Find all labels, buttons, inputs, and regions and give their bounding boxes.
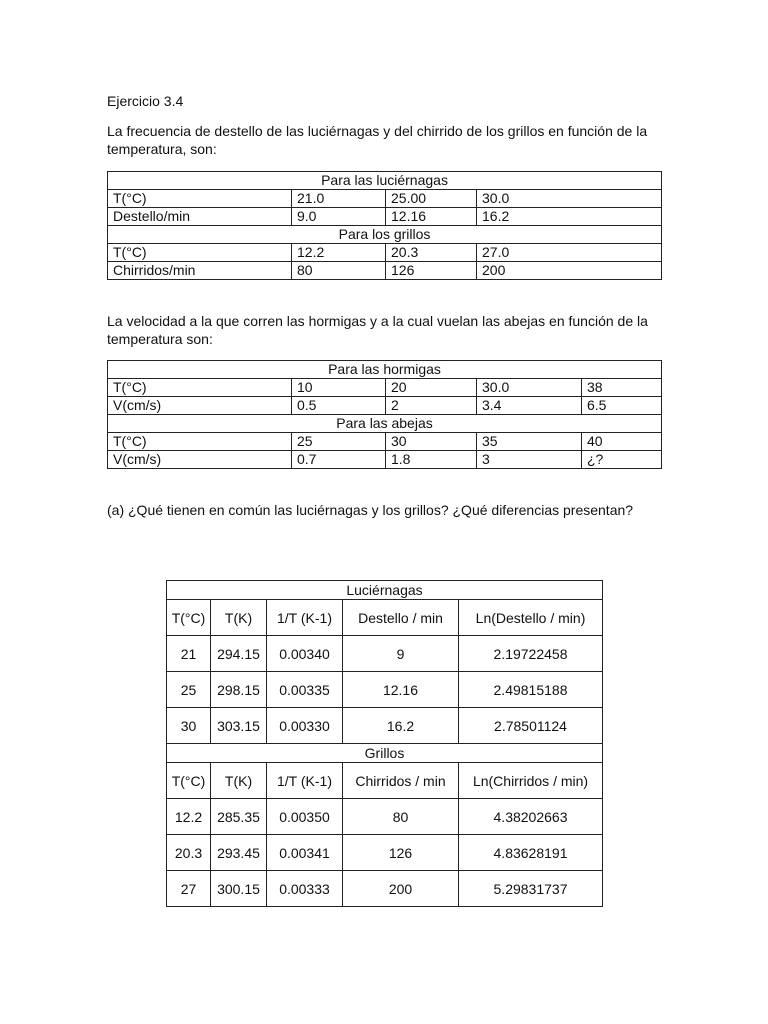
column-header: Ln(Chirridos / min) — [459, 763, 603, 799]
row-label: Chirridos/min — [108, 262, 292, 280]
cell: 0.5 — [292, 397, 386, 415]
cell: 2.19722458 — [459, 636, 603, 672]
table-row — [167, 799, 603, 835]
section-header: Para las abejas — [108, 415, 662, 433]
row-label: V(cm/s) — [108, 397, 292, 415]
cell: 9.0 — [292, 208, 386, 226]
column-header: T(°C) — [167, 763, 211, 799]
cell: 4.38202663 — [459, 799, 603, 835]
table-row — [108, 262, 662, 280]
cell: 4.83628191 — [459, 835, 603, 871]
cell: 0.00341 — [267, 835, 343, 871]
table-row — [108, 190, 662, 208]
ants-bees-table — [107, 360, 662, 469]
cell: 35 — [477, 433, 582, 451]
cell: 25 — [167, 672, 211, 708]
cell: 0.00340 — [267, 636, 343, 672]
cell: 200 — [477, 262, 662, 280]
cell: 0.00350 — [267, 799, 343, 835]
cell: 3 — [477, 451, 582, 469]
column-headers — [167, 763, 603, 799]
cell: 20 — [386, 379, 477, 397]
section-header: Para las hormigas — [108, 361, 662, 379]
column-header: Ln(Destello / min) — [459, 600, 603, 636]
cell: 30 — [167, 708, 211, 744]
cell: 10 — [292, 379, 386, 397]
cell: 30.0 — [477, 190, 662, 208]
row-label: T(°C) — [108, 433, 292, 451]
column-header: T(K) — [211, 763, 267, 799]
column-header: Destello / min — [343, 600, 459, 636]
table-row — [108, 244, 662, 262]
table-row — [167, 871, 603, 907]
cell: 2 — [386, 397, 477, 415]
second-paragraph: La velocidad a la que corren las hormigas y a la cual vuelan las abejas en función de la temperatura son: — [107, 313, 648, 347]
table-row — [167, 672, 603, 708]
row-label: Destello/min — [108, 208, 292, 226]
question-paragraph: (a) ¿Qué tienen en común las luciérnagas y los grillos? ¿Qué diferencias presentan? — [107, 502, 634, 518]
cell: 20.3 — [167, 835, 211, 871]
cell: 0.00335 — [267, 672, 343, 708]
cell: 20.3 — [386, 244, 477, 262]
cell: 25.00 — [386, 190, 477, 208]
cell: 12.2 — [167, 799, 211, 835]
cell: 12.2 — [292, 244, 386, 262]
calculations-table — [166, 580, 603, 907]
cell: 27 — [167, 871, 211, 907]
section-header: Para las luciérnagas — [108, 172, 662, 190]
row-label: T(°C) — [108, 244, 292, 262]
cell: 298.15 — [211, 672, 267, 708]
cell: 126 — [386, 262, 477, 280]
cell: 293.45 — [211, 835, 267, 871]
cell: 38 — [582, 379, 662, 397]
cell: 30.0 — [477, 379, 582, 397]
row-label: T(°C) — [108, 379, 292, 397]
cell: 40 — [582, 433, 662, 451]
table-row — [167, 835, 603, 871]
cell: 21.0 — [292, 190, 386, 208]
column-header: T(°C) — [167, 600, 211, 636]
column-header: T(K) — [211, 600, 267, 636]
cell: 200 — [343, 871, 459, 907]
cell: 294.15 — [211, 636, 267, 672]
fireflies-crickets-table — [107, 171, 662, 280]
cell: 0.00330 — [267, 708, 343, 744]
cell: 80 — [292, 262, 386, 280]
exercise-title: Ejercicio 3.4 — [107, 93, 184, 109]
cell: 6.5 — [582, 397, 662, 415]
cell: 30 — [386, 433, 477, 451]
column-header: Chirridos / min — [343, 763, 459, 799]
cell: 126 — [343, 835, 459, 871]
cell: 16.2 — [477, 208, 662, 226]
cell: 285.35 — [211, 799, 267, 835]
row-label: V(cm/s) — [108, 451, 292, 469]
cell: 1.8 — [386, 451, 477, 469]
cell: 12.16 — [386, 208, 477, 226]
table-row — [108, 397, 662, 415]
section-header: Luciérnagas — [167, 581, 603, 600]
cell: 12.16 — [343, 672, 459, 708]
table-row — [167, 636, 603, 672]
table-row — [108, 433, 662, 451]
table-row — [108, 208, 662, 226]
table-row — [108, 379, 662, 397]
cell: 0.7 — [292, 451, 386, 469]
table-row — [167, 708, 603, 744]
column-headers — [167, 600, 603, 636]
cell: 2.78501124 — [459, 708, 603, 744]
cell: 3.4 — [477, 397, 582, 415]
cell: 80 — [343, 799, 459, 835]
table-row — [108, 451, 662, 469]
cell: 2.49815188 — [459, 672, 603, 708]
column-header: 1/T (K-1) — [267, 763, 343, 799]
section-header: Grillos — [167, 744, 603, 763]
section-header: Para los grillos — [108, 226, 662, 244]
cell: 0.00333 — [267, 871, 343, 907]
cell: 25 — [292, 433, 386, 451]
cell: 16.2 — [343, 708, 459, 744]
cell: 300.15 — [211, 871, 267, 907]
cell: ¿? — [582, 451, 662, 469]
row-label: T(°C) — [108, 190, 292, 208]
cell: 5.29831737 — [459, 871, 603, 907]
intro-paragraph: La frecuencia de destello de las luciérnagas y del chirrido de los grillos en función de la temperatura, son: — [107, 123, 648, 157]
column-header: 1/T (K-1) — [267, 600, 343, 636]
cell: 21 — [167, 636, 211, 672]
cell: 303.15 — [211, 708, 267, 744]
cell: 27.0 — [477, 244, 662, 262]
cell: 9 — [343, 636, 459, 672]
